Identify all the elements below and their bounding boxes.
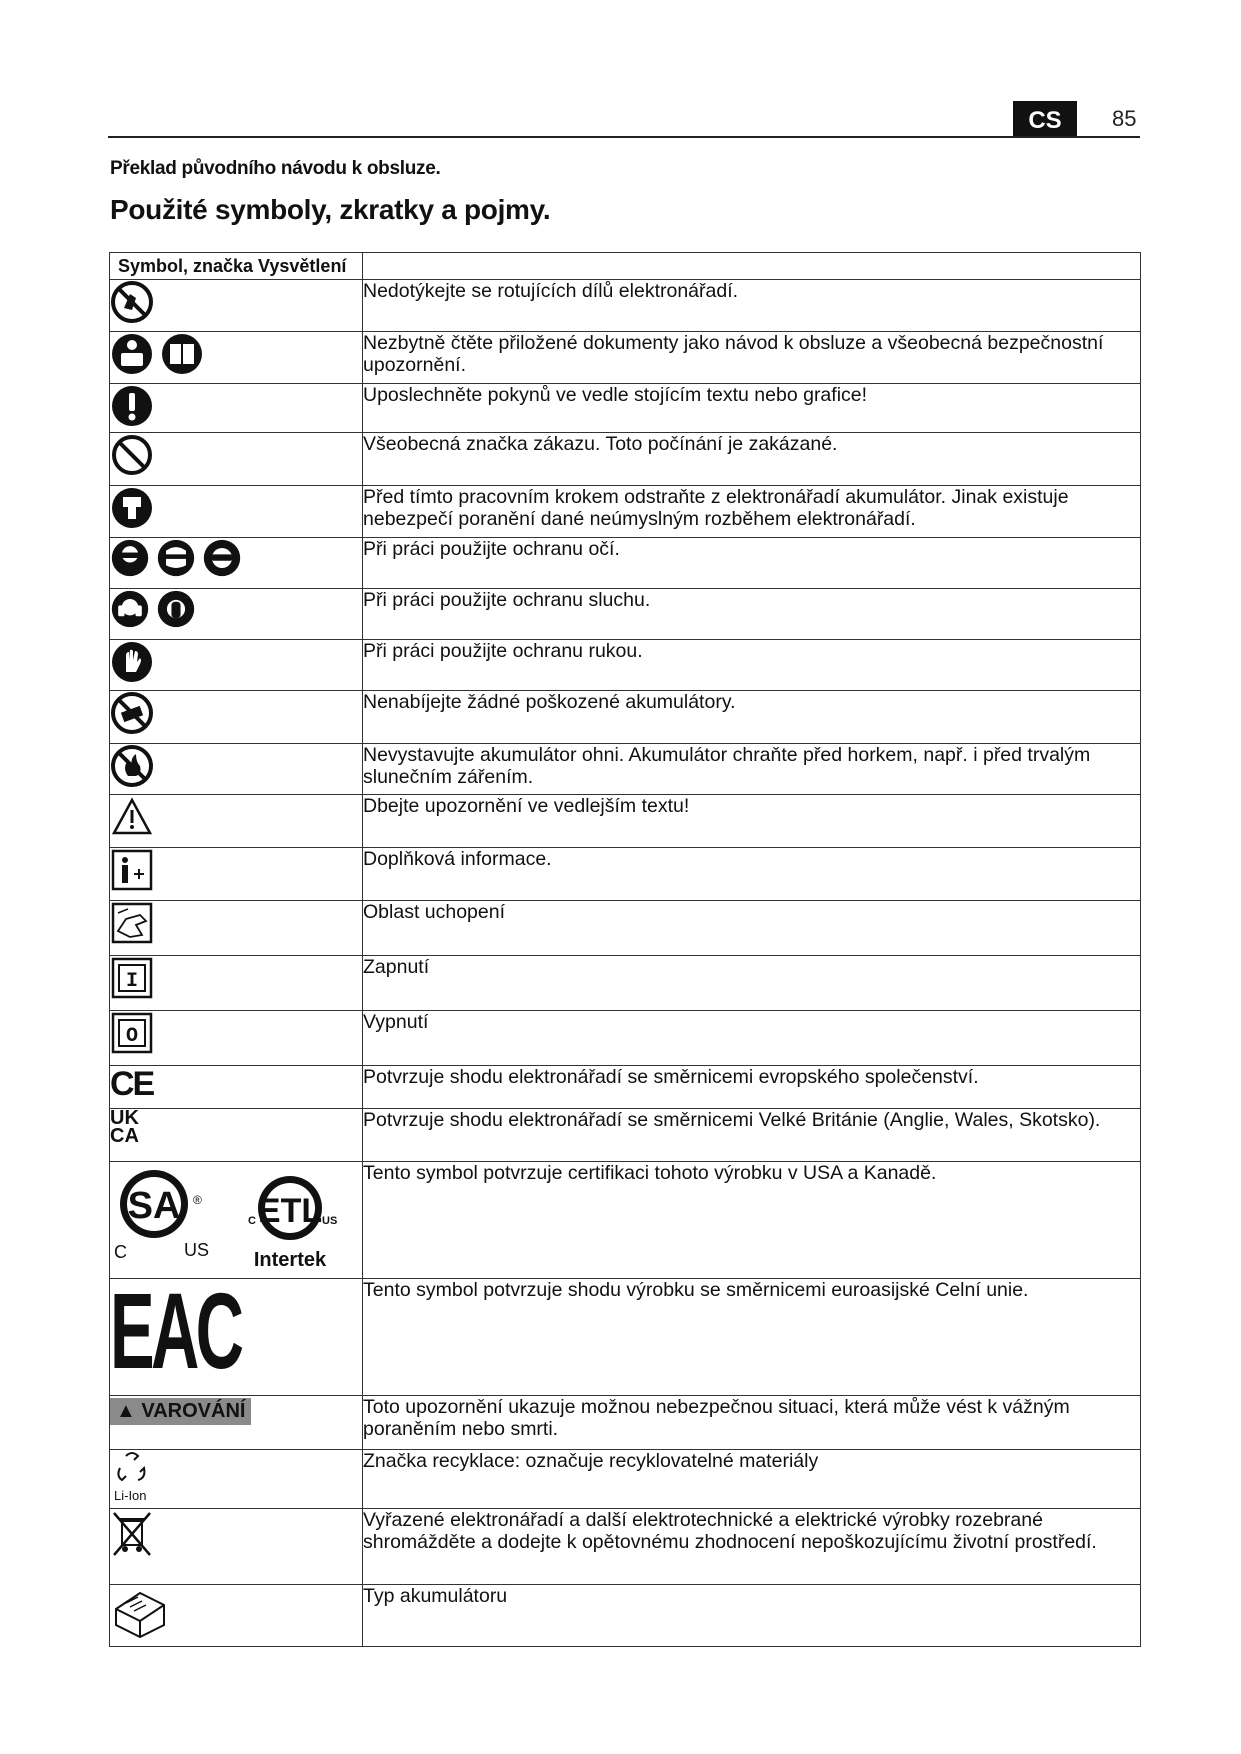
table-row xyxy=(110,640,1141,691)
warning-triangle-icon: ▲ xyxy=(116,1400,136,1422)
weee-crossed-bin-icon xyxy=(110,1509,154,1559)
header-rule xyxy=(108,136,1140,138)
table-row xyxy=(110,589,1141,640)
face-shield-icon xyxy=(156,538,196,578)
table-row xyxy=(110,280,1141,332)
svg-text:ETL: ETL xyxy=(257,1192,323,1230)
symbol-cell xyxy=(110,538,363,589)
no-charge-damaged-battery-icon xyxy=(110,691,154,735)
symbol-cell xyxy=(110,1509,363,1585)
svg-text:SA: SA xyxy=(127,1185,181,1227)
description-cell: Značka recyklace: označuje recyklovatelné materiály xyxy=(363,1450,1141,1509)
symbol-cell xyxy=(110,691,363,744)
symbol-cell xyxy=(110,956,363,1011)
grip-area-icon xyxy=(110,901,154,945)
symbol-cell xyxy=(110,1066,363,1109)
mandatory-exclamation-icon xyxy=(110,384,154,428)
table-row xyxy=(110,538,1141,589)
symbol-cell xyxy=(110,1396,363,1450)
prohibition-icon xyxy=(110,433,154,477)
table-row xyxy=(110,1066,1141,1109)
symbol-cell xyxy=(110,589,363,640)
table-row xyxy=(110,1011,1141,1066)
eac-mark: EAC xyxy=(110,1270,241,1391)
table-row xyxy=(110,901,1141,956)
symbol-cell xyxy=(110,1270,363,1396)
description-cell: Zapnutí xyxy=(363,956,1141,1011)
no-touch-rotating-icon xyxy=(110,280,154,324)
li-ion-label: Li-Ion xyxy=(114,1488,147,1503)
eye-protection-icon xyxy=(110,538,150,578)
page-title: Použité symboly, zkratky a pojmy. xyxy=(110,194,551,225)
table-row xyxy=(110,1279,1141,1396)
ear-muffs-icon xyxy=(156,589,196,629)
table-row xyxy=(110,1396,1141,1450)
description-cell: Uposlechněte pokynů ve vedle stojícím textu nebo grafice! xyxy=(363,384,1141,433)
page-number: 85 xyxy=(1112,106,1137,131)
power-on-icon xyxy=(110,956,154,1000)
table-row xyxy=(110,795,1141,848)
symbol-cell xyxy=(110,433,363,486)
symbol-cell xyxy=(110,1109,363,1162)
symbol-cell xyxy=(110,640,363,691)
etl-c-label: C xyxy=(248,1215,256,1227)
language-badge: CS xyxy=(1013,101,1077,137)
symbol-cell xyxy=(110,1450,363,1509)
ukca-line-1: UK xyxy=(110,1107,139,1129)
table-row xyxy=(110,1109,1141,1162)
symbol-cell xyxy=(110,1011,363,1066)
description-cell: Všeobecná značka zákazu. Toto počínání je zakázané. xyxy=(363,433,1141,486)
table-header: Symbol, značka Vysvětlení xyxy=(110,253,363,280)
csa-us-label: US xyxy=(184,1240,210,1260)
warning-badge-label: VAROVÁNÍ xyxy=(141,1400,246,1422)
power-off-icon xyxy=(110,1011,154,1055)
etl-brand-label: Intertek xyxy=(253,1249,327,1270)
remove-battery-icon xyxy=(110,486,154,530)
table-row xyxy=(110,1162,1141,1279)
table-row xyxy=(110,433,1141,486)
description-cell: Dbejte upozornění ve vedlejším textu! xyxy=(363,795,1141,848)
table-row xyxy=(110,1450,1141,1509)
description-cell: Nenabíjejte žádné poškozené akumulátory. xyxy=(363,691,1141,744)
csa-etl-certification-icon xyxy=(110,1162,350,1270)
etl-us-label: US xyxy=(322,1215,338,1227)
warning-triangle-icon xyxy=(110,795,154,839)
table-header-row xyxy=(110,253,1141,280)
table-row xyxy=(110,848,1141,901)
table-row xyxy=(110,691,1141,744)
table-row xyxy=(110,332,1141,384)
csa-c-label: C xyxy=(114,1242,127,1262)
description-cell: Tento symbol potvrzuje shodu výrobku se směrnicemi euroasijské Celní unie. xyxy=(363,1279,1141,1396)
description-cell: Toto upozornění ukazuje možnou nebezpečnou situaci, která může vést k vážným poraněním nebo smrti. xyxy=(363,1396,1141,1450)
description-cell: Doplňková informace. xyxy=(363,848,1141,901)
symbol-cell xyxy=(110,1585,363,1647)
warning-badge xyxy=(110,1398,251,1425)
symbol-cell xyxy=(110,486,363,538)
ukca-mark xyxy=(110,1109,362,1145)
symbols-table xyxy=(109,252,1141,1647)
read-manual-person-icon xyxy=(110,332,154,376)
table-row xyxy=(110,744,1141,795)
table-row xyxy=(110,384,1141,433)
ce-mark: CE xyxy=(110,1065,154,1103)
description-cell: Potvrzuje shodu elektronářadí se směrnicemi Velké Británie (Anglie, Wales, Skotsko). xyxy=(363,1109,1141,1162)
csa-registered-mark: ® xyxy=(193,1193,202,1207)
symbol-cell xyxy=(110,795,363,848)
no-fire-battery-icon xyxy=(110,744,154,788)
ukca-line-2: CA xyxy=(110,1125,139,1147)
document-subtitle: Překlad původního návodu k obsluze. xyxy=(110,158,441,179)
symbol-cell xyxy=(110,901,363,956)
symbol-cell xyxy=(110,848,363,901)
description-cell: Před tímto pracovním krokem odstraňte z elektronářadí akumulátor. Jinak existuje nebezpečí poranění dané neúmyslným rozběhem elektronářadí. xyxy=(363,486,1141,538)
ear-protection-icon xyxy=(110,589,150,629)
power-off-label: O xyxy=(125,1025,139,1048)
table-header-empty xyxy=(363,253,1141,280)
table-row xyxy=(110,486,1141,538)
read-manual-book-icon xyxy=(160,332,204,376)
table-row xyxy=(110,1585,1141,1647)
symbol-cell xyxy=(110,744,363,795)
goggles-icon xyxy=(202,538,242,578)
info-plus-icon xyxy=(110,848,154,892)
table-row xyxy=(110,956,1141,1011)
description-cell: Tento symbol potvrzuje certifikaci tohoto výrobku v USA a Kanadě. xyxy=(363,1162,1141,1279)
symbol-cell xyxy=(110,384,363,433)
description-cell: Nevystavujte akumulátor ohni. Akumulátor chraňte před horkem, např. i před trvalým slunečním zářením. xyxy=(363,744,1141,795)
recycling-icon xyxy=(110,1450,154,1504)
description-cell: Potvrzuje shodu elektronářadí se směrnicemi evropského společenství. xyxy=(363,1066,1141,1109)
description-cell: Vyřazené elektronářadí a další elektrotechnické a elektrické výrobky rozebrané shromážděte a dodejte k opětovnému zhodnocení nepoškozujícímu životní prostředí. xyxy=(363,1509,1141,1585)
description-cell: Typ akumulátoru xyxy=(363,1585,1141,1647)
description-cell: Nezbytně čtěte přiložené dokumenty jako návod k obsluze a všeobecná bezpečnostní upozornění. xyxy=(363,332,1141,384)
description-cell: Oblast uchopení xyxy=(363,901,1141,956)
symbol-cell xyxy=(110,332,363,384)
description-cell: Vypnutí xyxy=(363,1011,1141,1066)
symbol-cell xyxy=(110,1162,363,1279)
symbol-cell xyxy=(110,280,363,332)
hand-protection-icon xyxy=(110,640,154,684)
description-cell: Při práci použijte ochranu sluchu. xyxy=(363,589,1141,640)
power-on-label: I xyxy=(125,970,139,993)
table-row xyxy=(110,1509,1141,1585)
description-cell: Nedotýkejte se rotujících dílů elektronářadí. xyxy=(363,280,1141,332)
description-cell: Při práci použijte ochranu očí. xyxy=(363,538,1141,589)
description-cell: Při práci použijte ochranu rukou. xyxy=(363,640,1141,691)
battery-pack-icon xyxy=(110,1585,170,1641)
